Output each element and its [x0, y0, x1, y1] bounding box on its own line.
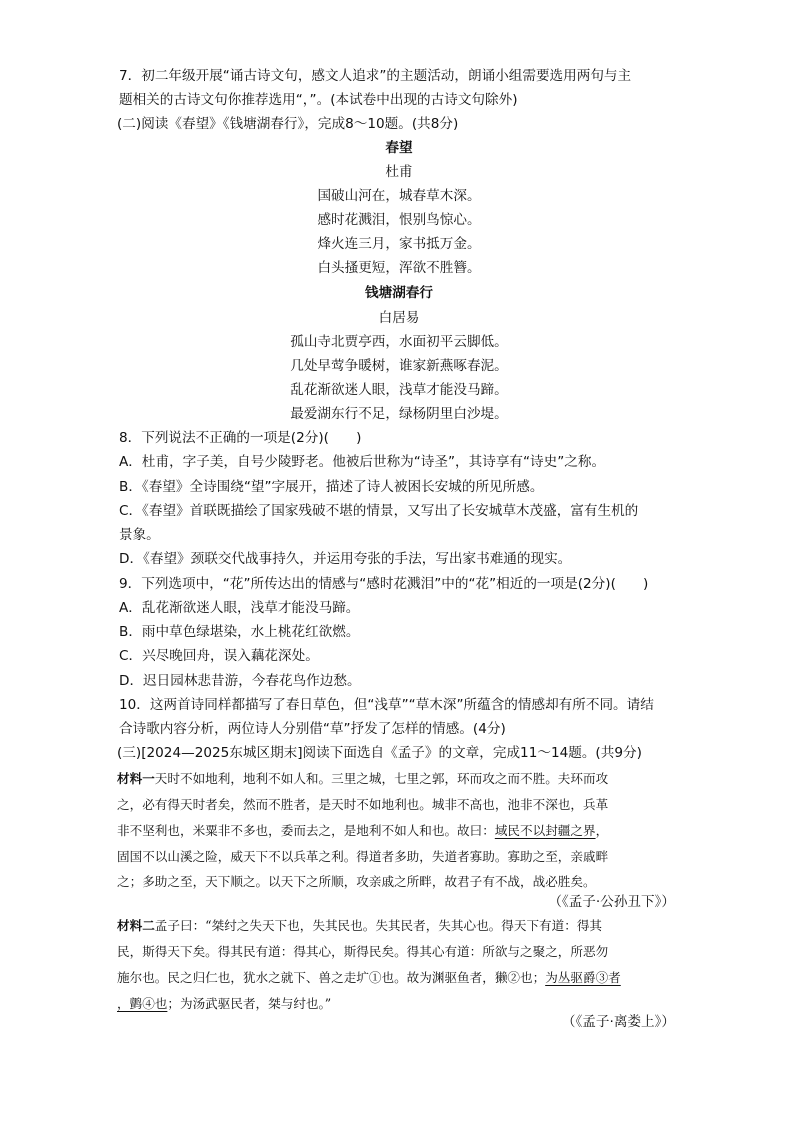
poem1-line-4: 白头搔更短，浑欲不胜簪。: [317, 260, 481, 276]
q8-option-c-line-2: 景象。: [119, 527, 160, 543]
material2-line-2: 民，斯得天下矣。得其民有道：得其心，斯得民矣。得其心有道：所欲与之聚之，所恶勿: [117, 944, 609, 959]
material1-line-3: 非不坚利也，米粟非不多也，委而去之，是地利不如人和也。故曰：域民不以封疆之界，: [117, 823, 609, 838]
poem2-line-4: 最爱湖东行不足，绿杨阴里白沙堤。: [290, 406, 508, 422]
material2-line-4: ，鹯④也；为汤武驱民者，桀与纣也。”: [117, 996, 332, 1011]
q10-line-1: 10．这两首诗同样都描写了春日草色，但“浅草”“草木深”所蕴含的情感却有所不同。请结: [119, 697, 654, 713]
material1-line-1: 材料一天时不如地利，地利不如人和。三里之城，七里之郭，环而攻之而不胜。夫环而攻: [117, 771, 609, 786]
poem1-line-1: 国破山河在，城春草木深。: [317, 188, 481, 204]
q7-line-1: 7．初二年级开展“诵古诗文句，感文人追求”的主题活动，朗诵小组需要选用两句与主: [119, 68, 632, 84]
material1-line-5: 之；多助之至，天下顺之。以天下之所顺，攻亲戚之所畔，故君子有不战，战必胜矣。: [117, 874, 596, 889]
q7-line-2: 题相关的古诗文句你推荐选用“，”。(本试卷中出现的古诗文句除外): [119, 92, 518, 108]
poem2-line-2: 几处早莺争暖树，谁家新燕啄春泥。: [290, 358, 508, 374]
section-2-heading: (二)阅读《春望》《钱塘湖春行》，完成8～10题。(共8分): [117, 116, 459, 132]
material2-line-3: 施尔也。民之归仁也，犹水之就下、兽之走圹①也。故为渊驱鱼者，獭②也；为丛驱爵③者: [117, 970, 621, 985]
section-3-heading: (三)[2024—2025东城区期末]阅读下面选自《孟子》的文章，完成11～14题。(共9分): [117, 745, 642, 761]
q9-option-d: D．迟日园林悲昔游，今春花鸟作边愁。: [119, 673, 361, 689]
poem1-title: 春望: [385, 140, 413, 156]
q9-stem: 9．下列选项中，“花”所传达出的情感与“感时花溅泪”中的“花”相近的一项是(2分)( ): [119, 576, 649, 592]
material1-label: 材料一: [117, 771, 155, 786]
underlined-phrase-2: ，鹯④也: [117, 996, 168, 1011]
q8-option-b: B．《春望》全诗围绕“望”字展开，描述了诗人被困长安城的所见所感。: [119, 479, 544, 495]
poem1-author: 杜甫: [385, 164, 413, 180]
material2-label: 材料二: [117, 918, 155, 933]
poem2-line-1: 孤山寺北贾亭西，水面初平云脚低。: [290, 334, 508, 350]
q9-option-b: B．雨中草色绿堪染，水上桃花红欲燃。: [119, 624, 360, 640]
poem1-line-2: 感时花溅泪，恨别鸟惊心。: [317, 212, 481, 228]
q9-option-c: C．兴尽晚回舟，误入藕花深处。: [119, 648, 319, 664]
poem2-author: 白居易: [378, 310, 420, 326]
material2-line-1: 材料二孟子曰：“桀纣之失天下也，失其民也。失其民者，失其心也。得天下有道：得其: [117, 918, 603, 933]
poem1-line-3: 烽火连三月，家书抵万金。: [317, 236, 481, 252]
poem2-line-3: 乱花渐欲迷人眼，浅草才能没马蹄。: [290, 382, 508, 398]
q8-option-c-line-1: C．《春望》首联既描绘了国家残破不堪的情景，又写出了长安城草木茂盛，富有生机的: [119, 503, 639, 519]
q9-option-a: A．乱花渐欲迷人眼，浅草才能没马蹄。: [119, 600, 360, 616]
q8-stem: 8．下列说法不正确的一项是(2分)( ): [119, 430, 362, 446]
q10-line-2: 合诗歌内容分析，两位诗人分别借“草”抒发了怎样的情感。(4分): [119, 721, 506, 737]
underlined-sentence: 域民不以封疆之界: [494, 823, 596, 838]
poem2-title: 钱塘湖春行: [365, 285, 433, 301]
material1-line-2: 之，必有得天时者矣，然而不胜者，是天时不如地利也。城非不高也，池非不深也，兵革: [117, 797, 609, 812]
material1-line-4: 固国不以山溪之险，威天下不以兵革之利。得道者多助，失道者寡助。寡助之至，亲戚畔: [117, 849, 609, 864]
underlined-phrase-1: 为丛驱爵③者: [545, 970, 621, 985]
q8-option-a: A．杜甫，字子美，自号少陵野老。他被后世称为“诗圣”，其诗享有“诗史”之称。: [119, 454, 606, 470]
q8-option-d: D．《春望》颈联交代战事持久，并运用夸张的手法，写出家书难通的现实。: [119, 551, 572, 567]
material1-source: （《孟子·公孙丑下》）: [548, 894, 675, 910]
material2-source: （《孟子·离娄上》）: [561, 1014, 675, 1030]
